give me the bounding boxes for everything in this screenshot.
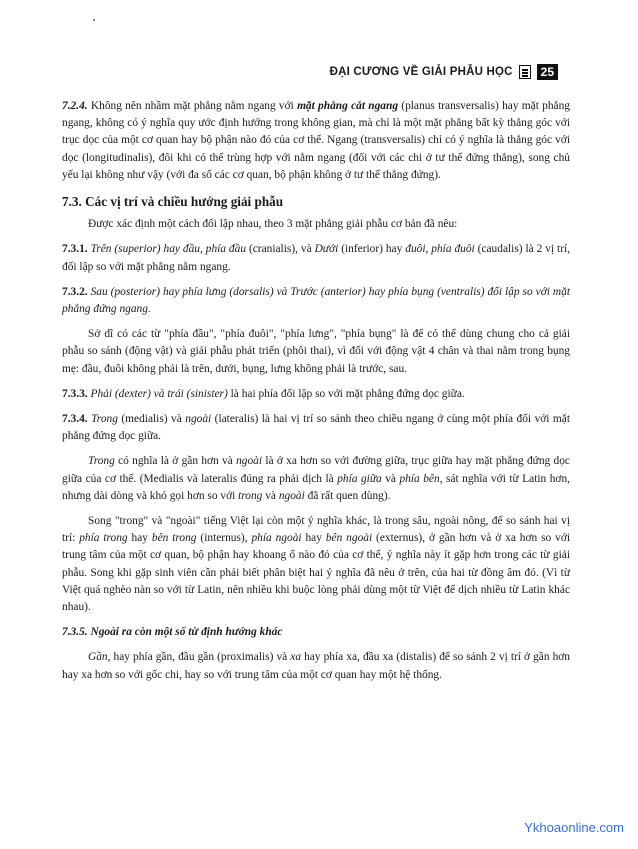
text: (cranialis), và	[246, 243, 315, 256]
text: (internus),	[196, 532, 252, 545]
emphasis: Gần	[88, 651, 108, 664]
emphasis: trong	[238, 489, 263, 502]
paragraph-7-3-3	[62, 386, 570, 403]
text: (inferior) hay	[338, 243, 406, 256]
emphasis: Trong	[87, 413, 118, 426]
text: , sát nghĩa với từ Latin hơn, nhưng dài dòng và khó gọi hơn so với	[62, 472, 570, 502]
emphasis: Sau (posterior) hay phía lưng (dorsalis) và Trước (anterior) hay phía bụng (ventralis) đối lập so với mặt phẳng đứng ngang.	[62, 285, 570, 316]
text: , hay phía gần, đầu gần (proximalis) và	[107, 651, 291, 664]
emphasis: phía bên	[399, 472, 440, 485]
paragraph-intro: Được xác định một cách đối lập nhau, theo 3 mặt phẳng giải phẫu cơ bản đã nêu:	[88, 218, 458, 231]
emphasis: ngoài	[185, 413, 212, 426]
emphasis: xa	[290, 651, 302, 664]
paragraph-trong-ngoai	[62, 453, 570, 505]
header-title: ĐẠI CƯƠNG VỀ GIẢI PHẪU HỌC	[329, 66, 513, 78]
scan-speck	[93, 19, 95, 21]
book-icon	[519, 65, 531, 79]
text: đã rất quen dùng).	[304, 489, 391, 502]
text: và	[381, 472, 400, 485]
emphasis: phía trong	[79, 532, 128, 545]
text: là ở xa hơn so với đường giữa, trục giữa hay mặt phẳng đứng dọc giữa của cơ thể. (Medialis và lateralis đúng ra phải dịch là	[62, 455, 570, 485]
emphasis: Dưới	[314, 243, 339, 256]
page-body	[62, 98, 570, 692]
text: (lateralis) là hai vị trí so sánh theo chiều ngang ở cùng một phía đối với mặt phẳng đứng dọc giữa.	[62, 413, 570, 443]
paragraph-7-3-2	[62, 284, 570, 318]
text: (externus), ở gần hơn và ở xa hơn so với trung tâm của một cơ quan, bộ phận hay khoang ổ nào đó của cơ thể, ý nghĩa này ít gặp hơn trong các từ giải phẫu. Song khi gặp sinh viên cần phải biết phân biệt hai ý nghĩa đã nêu ở trên, của hai từ đồng âm đó. (Vì từ Việt quá nghèo nàn so với từ Latin, nên nhiều khi buộc lòng phải dùng một từ Việt để dịch nhiều từ Latin khác nhau).	[62, 532, 571, 614]
emphasis: đuôi, phía đuôi	[405, 243, 475, 256]
paragraph-gan-xa	[62, 649, 570, 683]
section-heading-7-3: 7.3. Các vị trí và chiều hướng giải phẫu	[62, 194, 284, 210]
text: Không nên nhầm mặt phẳng nằm ngang với	[87, 100, 298, 112]
text: (caudalis) là 2 vị trí, đối lập so với mặt phẳng nằm ngang.	[62, 243, 571, 273]
emphasis: phía ngoài	[251, 532, 302, 545]
emphasis: bên ngoài	[325, 532, 373, 545]
text: là hai phía đối lập so với mặt phẳng đứng dọc giữa.	[227, 387, 465, 400]
emphasis: bên trong	[151, 532, 197, 545]
text: Song "trong" và "ngoài" tiếng Việt lại còn một ý nghĩa khác, là trong sâu, ngoài nông, để so sánh hai vị trí:	[62, 515, 570, 545]
paragraph-7-3-1	[62, 241, 570, 275]
paragraph-7-3-4	[62, 411, 570, 445]
section-number: 7.2.4.	[62, 100, 88, 112]
emphasis: phía giữa	[337, 472, 382, 485]
section-number: 7.3.2.	[62, 285, 88, 298]
paragraph-explain: Sở dĩ có các từ "phía đầu", "phía đuôi", "phía lưng", "phía bụng" là để có thể dùng chung cho cả giải phẫu so sánh (động vật) và giải phẫu phát triển (phôi thai), vì đối với động vật 4 chân và thai nằm trong bụng mẹ: đầu, đuôi không phải là trên, dưới, bụng, lưng không phải là trước, sau.	[62, 328, 570, 375]
emphasis: Trong	[88, 455, 115, 468]
section-number: 7.3.1.	[62, 243, 88, 256]
text: hay phía xa, đầu xa (distalis) để so sánh 2 vị trí ở gần hơn hay xa hơn so với gốc chi, hay so với trung tâm của một cơ quan hay một hệ thống.	[62, 651, 571, 681]
emphasis: Phải (dexter) và trái (sinister)	[87, 387, 228, 400]
text: (planus transversalis) hay mặt phẳng ngang, không có ý nghĩa quy ước định hướng trong không gian, mà chỉ là một mặt phẳng bất kỳ thẳng góc với trục dọc của một cơ quan hay bộ phận nào đó của cơ thể. Ngang (transversalis) chỉ có ý nghĩa là thẳng góc với dọc (longitudinalis), đôi khi có thể trùng hợp với nằm ngang (đối với các chi ở tư thế đứng thẳng), song chủ yếu lại không như vậy (với đa số các cơ quan, bộ phận không ở tư thế thẳng đứng).	[62, 100, 570, 181]
subsection-heading: 7.3.5. Ngoài ra còn một số từ định hướng khác	[62, 626, 283, 639]
paragraph-7-2-4	[62, 98, 570, 184]
emphasis: ngoài	[278, 489, 305, 502]
section-number: 7.3.3.	[62, 387, 88, 400]
page-number: 25	[537, 64, 558, 80]
emphasis: ngoài	[236, 455, 263, 468]
section-number: 7.3.4.	[62, 413, 88, 426]
text: hay	[127, 532, 152, 545]
running-header	[330, 64, 558, 80]
text: có nghĩa là ở gần hơn và	[114, 455, 237, 468]
emphasis: Trên (superior) hay đầu, phía đầu	[87, 243, 247, 256]
text: hay	[301, 532, 326, 545]
text: và	[262, 489, 279, 502]
paragraph-song-trong-ngoai	[62, 513, 570, 616]
text: (medialis) và	[117, 413, 186, 426]
paragraph-7-3-5	[62, 624, 570, 641]
watermark-link[interactable]: Ykhoaonline.com	[524, 820, 624, 835]
emphasis: mặt phẳng cắt ngang	[297, 100, 399, 112]
